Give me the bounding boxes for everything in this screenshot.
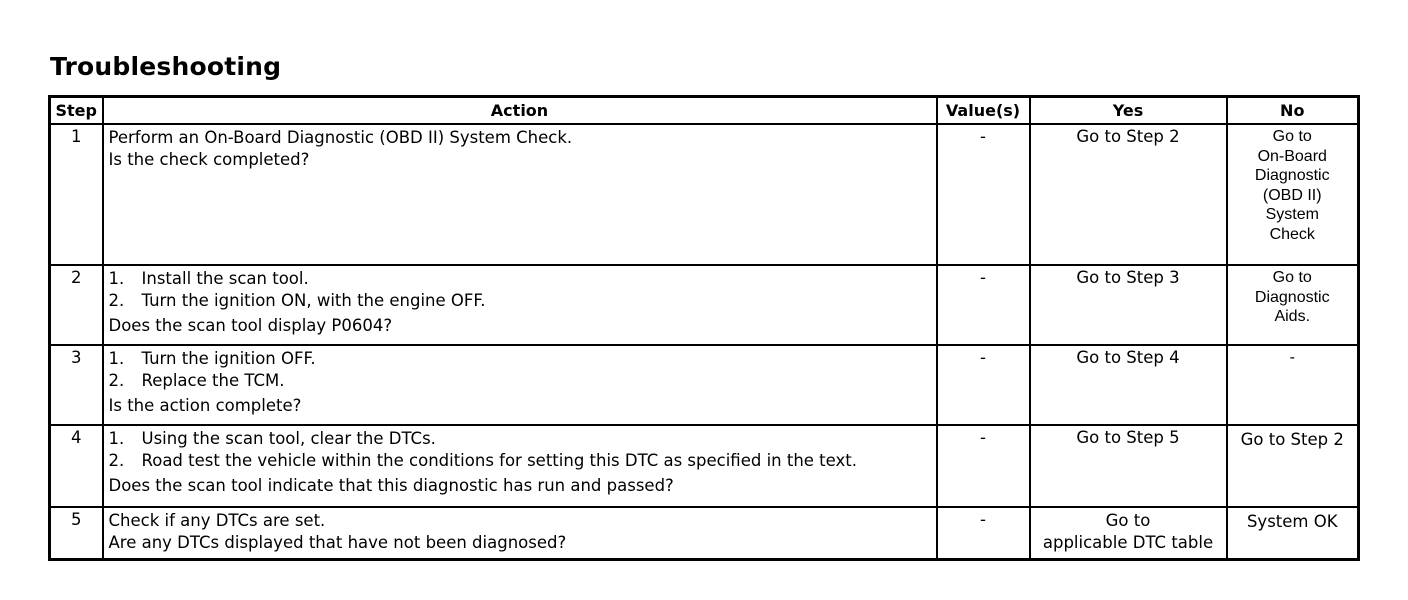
action-item	[109, 450, 931, 472]
action-item-number: 1.	[108, 429, 125, 448]
yes-link[interactable]: Go to Step 4	[1076, 348, 1180, 367]
yes-text: Go to	[1105, 511, 1151, 530]
no-cell[interactable]	[1227, 265, 1359, 345]
action-cell	[103, 425, 937, 507]
yes-text: applicable DTC table	[1042, 533, 1214, 552]
no-text: Check	[1269, 225, 1315, 243]
no-text: System OK	[1246, 512, 1338, 531]
no-text: Go to	[1272, 128, 1312, 145]
action-item-text: Install the scan tool.	[141, 269, 309, 288]
action-question: Is the check completed?	[108, 150, 310, 169]
table-header-row	[50, 97, 1359, 125]
value-cell: -	[937, 345, 1030, 425]
table-row	[50, 345, 1359, 425]
no-text: Diagnostic	[1254, 167, 1330, 184]
step-number: 5	[50, 507, 103, 560]
no-cell	[1227, 507, 1359, 560]
action-item	[109, 428, 931, 450]
action-cell	[103, 124, 937, 265]
action-item-number: 1.	[108, 349, 125, 368]
page-title: Troubleshooting	[50, 52, 282, 81]
yes-cell[interactable]	[1030, 507, 1227, 560]
no-text: System	[1265, 206, 1319, 223]
no-cell[interactable]	[1227, 124, 1359, 265]
no-text: (OBD II)	[1262, 186, 1322, 204]
step-number: 3	[50, 345, 103, 425]
troubleshooting-table	[48, 95, 1360, 561]
action-item-number: 2.	[108, 371, 125, 390]
step-number: 4	[50, 425, 103, 507]
yes-cell	[1030, 265, 1227, 345]
action-item-text: Replace the TCM.	[141, 371, 285, 390]
no-text: Diagnostic	[1254, 288, 1330, 306]
no-text: On-Board	[1257, 147, 1327, 165]
action-question: Is the action complete?	[108, 396, 302, 415]
action-question: Are any DTCs displayed that have not been diagnosed?	[108, 533, 567, 552]
column-header-step: Step	[50, 97, 103, 125]
value-cell: -	[937, 425, 1030, 507]
action-text: Check if any DTCs are set.	[108, 511, 326, 530]
table-row	[50, 265, 1359, 345]
action-item	[109, 268, 931, 290]
yes-cell	[1030, 124, 1227, 265]
no-cell	[1227, 425, 1359, 507]
yes-cell	[1030, 345, 1227, 425]
action-cell	[103, 507, 937, 560]
column-header-values: Value(s)	[937, 97, 1030, 125]
table-row	[50, 507, 1359, 560]
action-item-text: Using the scan tool, clear the DTCs.	[141, 429, 436, 448]
no-text: Go to	[1272, 269, 1312, 286]
action-cell	[103, 345, 937, 425]
value-cell: -	[937, 507, 1030, 560]
column-header-no: No	[1227, 97, 1359, 125]
action-cell	[103, 265, 937, 345]
step-number: 2	[50, 265, 103, 345]
action-item-text: Turn the ignition OFF.	[141, 349, 316, 368]
no-link[interactable]: Go to Step 2	[1240, 430, 1344, 449]
table-row	[50, 425, 1359, 507]
action-item	[109, 290, 931, 312]
action-question: Does the scan tool display P0604?	[108, 316, 393, 335]
step-number: 1	[50, 124, 103, 265]
yes-link[interactable]: Go to Step 5	[1076, 428, 1180, 447]
action-item-number: 2.	[108, 291, 125, 310]
table-row	[50, 124, 1359, 265]
yes-cell	[1030, 425, 1227, 507]
no-text: Aids.	[1274, 308, 1311, 325]
yes-link[interactable]: Go to Step 3	[1076, 268, 1180, 287]
action-item-number: 2.	[108, 451, 125, 470]
action-item-number: 1.	[108, 269, 125, 288]
action-item	[109, 348, 931, 370]
action-item-text: Road test the vehicle within the conditions for setting this DTC as specified in the text.	[141, 451, 857, 470]
action-text: Perform an On-Board Diagnostic (OBD II) System Check.	[108, 128, 573, 147]
no-cell	[1227, 345, 1359, 425]
no-text: -	[1289, 349, 1295, 366]
yes-link[interactable]: Go to Step 2	[1076, 127, 1180, 146]
value-cell: -	[937, 265, 1030, 345]
column-header-action: Action	[103, 97, 937, 125]
action-item-text: Turn the ignition ON, with the engine OFF.	[141, 291, 486, 310]
action-question: Does the scan tool indicate that this diagnostic has run and passed?	[108, 476, 674, 495]
column-header-yes: Yes	[1030, 97, 1227, 125]
value-cell: -	[937, 124, 1030, 265]
action-item	[109, 370, 931, 392]
